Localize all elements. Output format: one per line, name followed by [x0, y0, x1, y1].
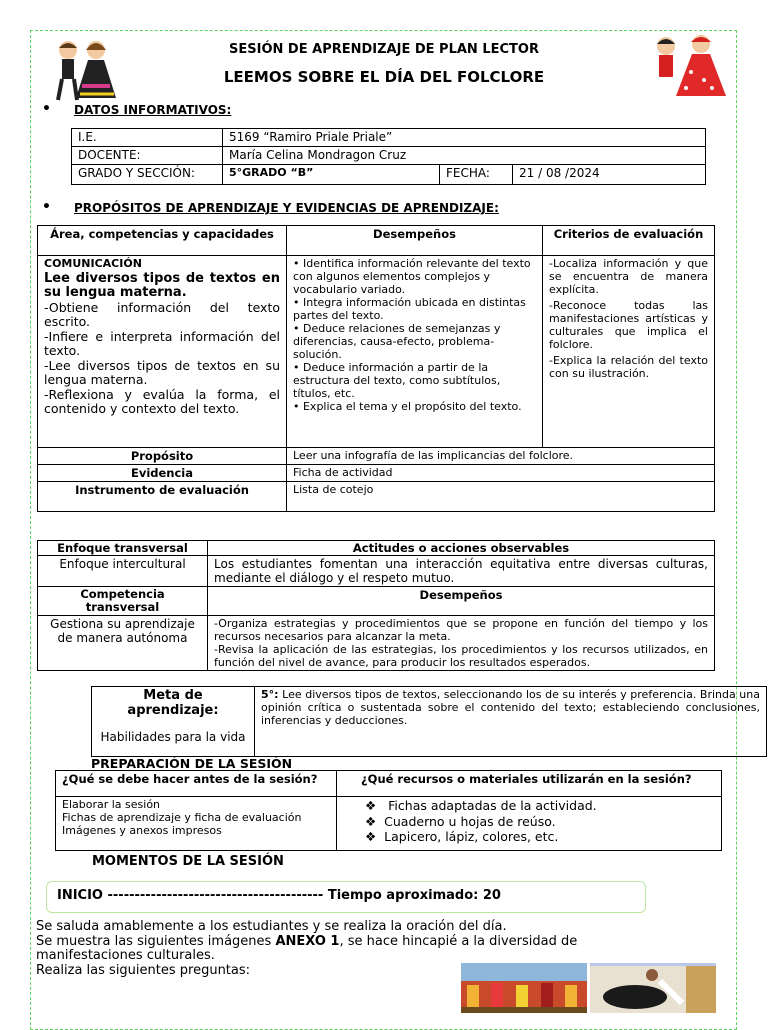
antes-item: Imágenes y anexos impresos: [62, 824, 222, 837]
diamond-bullet-icon: ❖: [365, 829, 385, 844]
propositos-table: [37, 225, 715, 512]
enfoque-actitud: Los estudiantes fomentan una interacción equitativa entre diversas culturas, mediante el diálogo y el respeto mutuo.: [208, 556, 715, 587]
criterio: -Localiza información y que se encuentra de manera explícita.: [549, 257, 708, 296]
recurso-item: ❖ Lapicero, lápiz, colores, etc.: [365, 829, 559, 844]
docente-label: DOCENTE:: [72, 147, 223, 165]
competencia-label: Competencia transversal: [38, 587, 208, 616]
evidencia-value: Ficha de actividad: [287, 465, 715, 482]
col-area: Área, competencias y capacidades: [38, 226, 287, 256]
competencia-desc-2: -Revisa la aplicación de las estrategias, los procedimientos y los recursos utilizados, en función del nivel de avance, para producir los resultados esperados.: [214, 643, 708, 669]
competencia-desc-1: -Organiza estrategias y procedimientos que se propone en función del tiempo y los recursos necesarios para alcanzar la meta.: [214, 617, 708, 643]
fecha-value: 21 / 08 /2024: [513, 165, 706, 185]
competencia-col2: Desempeños: [208, 587, 715, 616]
antes-cell: [56, 797, 337, 851]
meta-label-cell: [92, 687, 255, 757]
session-title: SESIÓN DE APRENDIZAJE DE PLAN LECTOR: [229, 42, 539, 57]
paragraph-2: Se muestra las siguientes imágenes ANEXO 1, se hace hincapié a la diversidad de manifestaciones culturales.: [36, 933, 578, 963]
meta-table: [91, 686, 767, 757]
desempeno: • Deduce relaciones de semejanzas y diferencias, causa-efecto, problema-solución.: [293, 322, 501, 361]
proposito-label: Propósito: [38, 448, 287, 465]
meta-text: Lee diversos tipos de textos, seleccionando los de su interés y preferencia. Brinda una opinión crítica o sustentada sobre el contenido del texto; estableciendo conclusiones, inferencias y deducciones.: [261, 688, 760, 727]
inicio-box: [46, 881, 646, 913]
desempeno: • Deduce información a partir de la estructura del texto, como subtítulos, títulos, etc.: [293, 361, 501, 400]
area-name: COMUNICACIÓN: [44, 257, 142, 270]
criterio: -Explica la relación del texto con su ilustración.: [549, 354, 708, 380]
enfoque-name: Enfoque intercultural: [38, 556, 208, 587]
capacidad: -Obtiene información del texto escrito.: [44, 299, 280, 329]
col-enfoque: Enfoque transversal: [38, 541, 208, 556]
desempeno: • Identifica información relevante del texto con algunos elementos complejos y vocabulario variado.: [293, 257, 531, 296]
docente-value: María Celina Mondragon Cruz: [223, 147, 706, 165]
preparacion-heading: PREPARACIÓN DE LA SESIÓN: [91, 756, 293, 771]
capacidad: -Lee diversos tipos de textos en su lengua materna.: [44, 357, 280, 387]
instrumento-value: Lista de cotejo: [287, 482, 715, 512]
desempenos-cell: [287, 256, 543, 448]
meta-label: Meta de aprendizaje:: [127, 688, 219, 718]
folklore-photo-1: [461, 963, 587, 1013]
recurso-item: ❖ Cuaderno u hojas de reúso.: [365, 813, 556, 829]
diamond-bullet-icon: ❖: [365, 798, 389, 813]
session-subtitle: LEEMOS SOBRE EL DÍA DEL FOLCLORE: [223, 68, 545, 86]
fecha-label: FECHA:: [440, 165, 513, 185]
diamond-bullet-icon: ❖: [365, 813, 385, 829]
capacidad: -Infiere e interpreta información del texto.: [44, 328, 280, 358]
meta-text-cell: [255, 687, 767, 757]
recurso-item: ❖ Fichas adaptadas de la actividad.: [365, 798, 597, 813]
recursos-cell: [337, 797, 722, 851]
criterio: -Reconoce todas las manifestaciones artísticas y culturales que implica el folclore.: [549, 299, 708, 351]
col-criterios: Criterios de evaluación: [543, 226, 715, 256]
preparacion-table: [55, 770, 722, 851]
antes-item: Fichas de aprendizaje y ficha de evaluación: [62, 811, 302, 824]
ie-value: 5169 “Ramiro Priale Priale”: [223, 129, 706, 147]
grado-value: 5°GRADO “B”: [223, 165, 440, 185]
datos-heading: • DATOS INFORMATIVOS:: [42, 101, 232, 117]
evidencia-label: Evidencia: [38, 465, 287, 482]
competencia-name: Gestiona su aprendizaje de manera autónoma: [38, 616, 208, 671]
criterios-cell: [543, 256, 715, 448]
datos-table: [71, 128, 706, 185]
desempeno: • Explica el tema y el propósito del texto.: [293, 400, 522, 413]
col-actitudes: Actitudes o acciones observables: [208, 541, 715, 556]
ie-label: I.E.: [72, 129, 223, 147]
paragraph-1: Se saluda amablemente a los estudiantes y se realiza la oración del día.: [36, 919, 507, 934]
propositos-heading: • PROPÓSITOS DE APRENDIZAJE Y EVIDENCIAS DE APRENDIZAJE:: [42, 199, 499, 215]
competencia: Lee diversos tipos de textos en su lengua materna.: [44, 270, 280, 300]
desempeno: • Integra información ubicada en distintas partes del texto.: [293, 296, 526, 322]
antes-item: Elaborar la sesión: [62, 798, 161, 811]
habilidades-label: Habilidades para la vida: [100, 730, 246, 744]
area-cell: [38, 256, 287, 448]
inicio-text: INICIO ---------------------------------------- Tiempo aproximado: 20: [57, 888, 501, 903]
col-desempenos: Desempeños: [287, 226, 543, 256]
grado-label: GRADO Y SECCIÓN:: [72, 165, 223, 185]
meta-grade: 5°:: [261, 688, 279, 701]
capacidad: -Reflexiona y evalúa la forma, el contenido y contexto del texto.: [44, 386, 280, 416]
momentos-heading: MOMENTOS DE LA SESIÓN: [92, 854, 284, 869]
col-recursos: ¿Qué recursos o materiales utilizarán en la sesión?: [337, 771, 722, 797]
enfoque-table: [37, 540, 715, 671]
col-antes: ¿Qué se debe hacer antes de la sesión?: [56, 771, 337, 797]
proposito-value: Leer una infografía de las implicancias del folclore.: [287, 448, 715, 465]
anexo-ref: ANEXO 1: [275, 933, 340, 949]
folklore-photo-2: [590, 963, 716, 1013]
competencia-desc: [208, 616, 715, 671]
instrumento-label: Instrumento de evaluación: [38, 482, 287, 512]
paragraph-3: Realiza las siguientes preguntas:: [36, 962, 251, 978]
